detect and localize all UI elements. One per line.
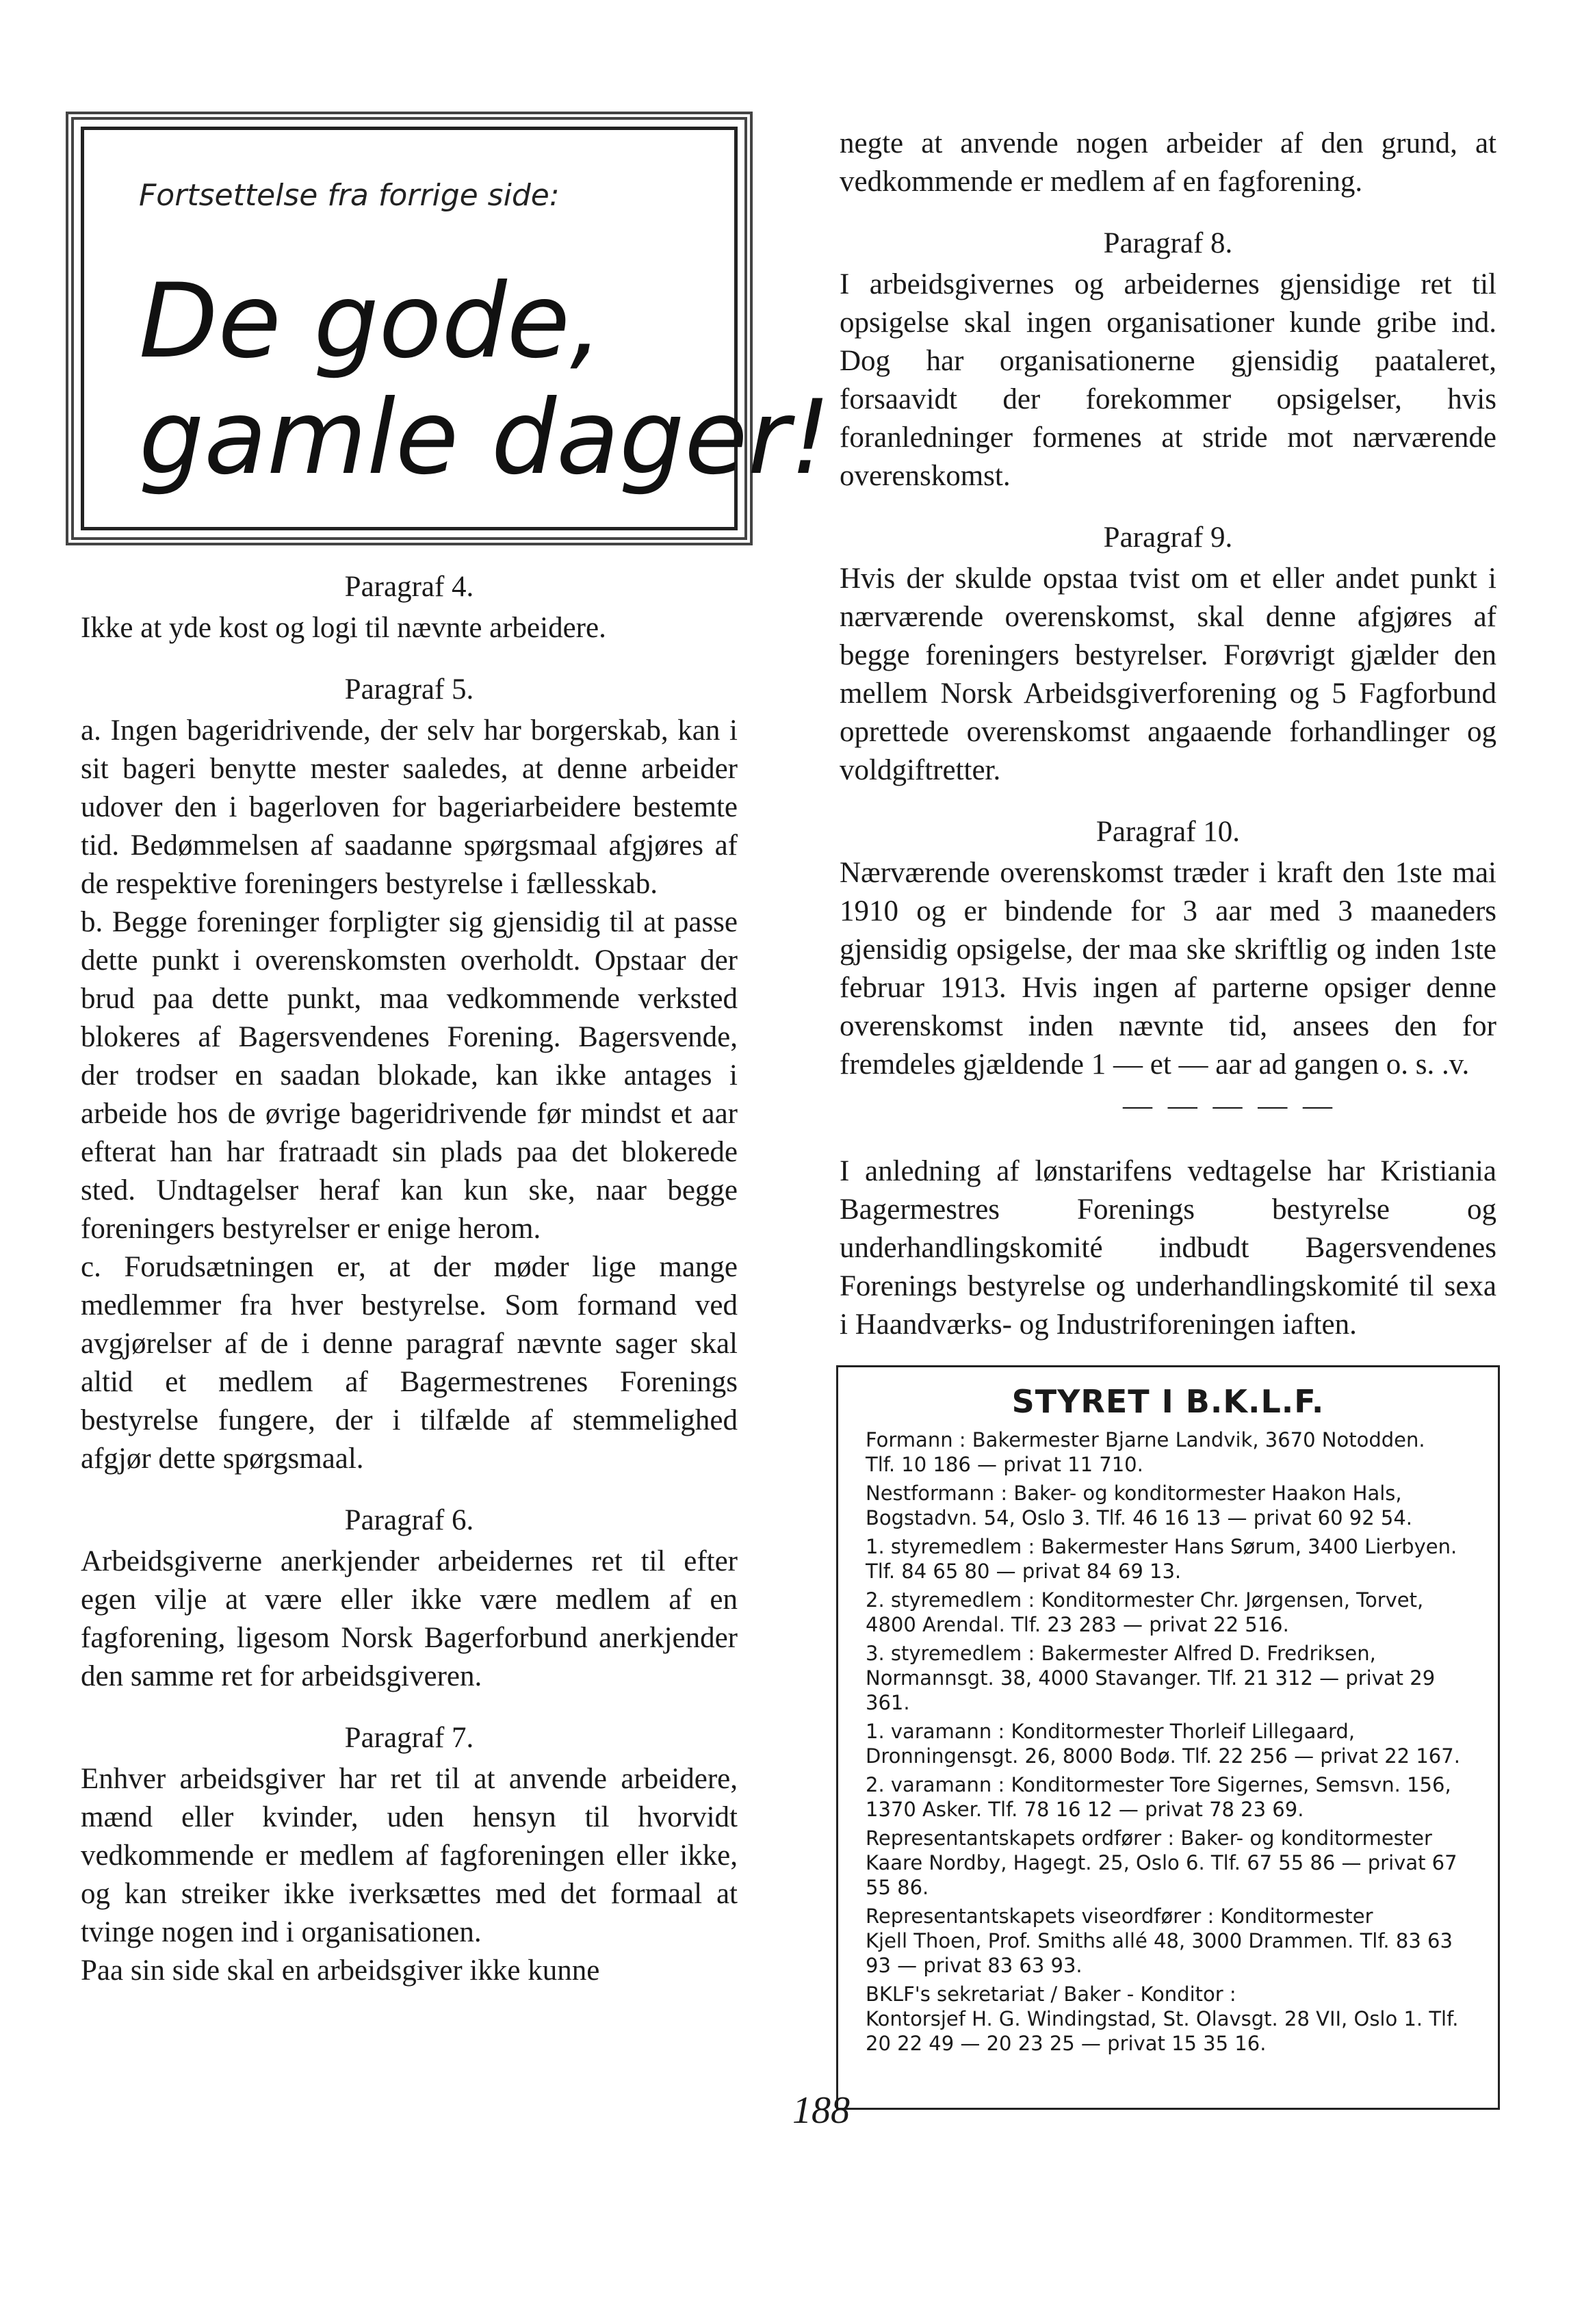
board-entry [866,1982,1470,2056]
section-divider: — — — — — [1123,1089,1336,1122]
board-entry [866,1481,1470,1530]
paragraph-7-continued: negte at anvende nogen arbeider af den grund, at vedkommende er medlem af en fagforening. [840,127,1496,198]
board-entry-line: 2. styremedlem : Konditormester Chr. Jørgensen, Torvet, [866,1588,1424,1612]
paragraph-5-heading: Paragraf 5. [344,673,474,706]
paragraph-8-text: I arbeidsgivernes og arbeidernes gjensidige ret til opsigelse skal ingen organisationer kunde gribe ind. Dog har organisationerne gjensidig paataleret, forsaavidt der forekommer opsigelser, hvis foranledninger formenes at stride mot nærværende overenskomst. [840,268,1496,492]
paragraph-7-text: Enhver arbeidsgiver har ret til at anvende arbeidere, mænd eller kvinder, uden hensyn til hvorvidt vedkommende er medlem af fagforeningen eller ikke, og kan streiker ikke iverksættes med det formaal at tvinge nogen ind i organisationen. [81,1763,738,1948]
board-entry [866,1904,1470,1978]
board-entry-line: Kjell Thoen, Prof. Smiths allé 48, 3000 Drammen. Tlf. 83 63 93 — privat 83 63 93. [866,1929,1453,1977]
paragraph-5-a: a. Ingen bageridrivende, der selv har borgerskab, kan i sit bageri benytte mester saaledes, at denne arbeider udover den i bagerloven for bageriarbeidere bestemte tid. Bedømmelsen af saadanne spørgsmaal afgjøres af de respektive foreningers bestyrelse i fællesskab. [81,714,738,900]
closing-note: I anledning af lønstarifens vedtagelse har Kristiania Bagermestres Forenings bestyrelse og underhandlingskomité indbudt Bagersvendenes Forenings bestyrelse og underhandlingskomité til sexa i Haandværks- og Industriforeningen iaften. [840,1155,1496,1341]
board-entry [866,1772,1470,1822]
board-entry-line: Representantskapets viseordfører : Konditormester [866,1905,1373,1928]
paragraph-10-heading: Paragraf 10. [1095,816,1241,848]
left-column [81,568,738,1990]
paragraph-8-heading: Paragraf 8. [1103,227,1233,259]
paragraph-4-heading: Paragraf 4. [344,571,474,603]
paragraph-9-text: Hvis der skulde opstaa tvist om et eller andet punkt i nærværende overenskomst, skal denne afgjøres af begge foreningers bestyrelser. Forøvrigt gjælder den mellem Norsk Arbeidsgiverforening og 5 Fagforbund oprettede overenskomst angaaende forhandlinger og voldgiftretter. [840,563,1496,786]
board-entry-line: Kontorsjef H. G. Windingstad, St. Olavsgt. 28 VII, Oslo 1. Tlf. 20 22 49 — 20 23 25 — privat 15 35 16. [866,2007,1459,2055]
board-entry-line: BKLF's sekretariat / Baker - Konditor : [866,1983,1236,2006]
board-entry [866,1428,1470,1477]
board-entry [866,1641,1470,1715]
paragraph-6-heading: Paragraf 6. [344,1504,474,1536]
board-entry-line: 3. styremedlem : Bakermester Alfred D. Fredriksen, Normannsgt. 38, 4000 Stavanger. Tlf. 21 312 — privat 29 361. [866,1642,1436,1714]
paragraph-7-text-2: Paa sin side skal en arbeidsgiver ikke kunne [81,1954,600,1987]
right-column [840,125,1496,1344]
board-box [836,1365,1500,2110]
board-entry-line: Tlf. 84 65 80 — privat 84 69 13. [866,1560,1182,1583]
paragraph-9-heading: Paragraf 9. [1103,521,1233,554]
board-entry [866,1588,1470,1637]
board-entry-line: Nestformann : Baker- og konditormester Haakon Hals, [866,1482,1402,1505]
title-subtitle: Fortsettelse fra forrige side: [139,178,560,213]
title-line-1: De gode, [139,262,603,381]
board-entry [866,1826,1470,1900]
board-entry-line: 4800 Arendal. Tlf. 23 283 — privat 22 516. [866,1613,1289,1636]
paragraph-7-heading: Paragraf 7. [344,1722,474,1754]
title-line-2: gamle dager! [139,378,831,498]
board-entry-line: Bogstadvn. 54, Oslo 3. Tlf. 46 16 13 — privat 60 92 54. [866,1506,1413,1529]
board-entry-line: Formann : Bakermester Bjarne Landvik, 3670 Notodden. [866,1428,1425,1451]
paragraph-5-b: b. Begge foreninger forpligter sig gjensidig til at passe dette punkt i overenskomsten overholdt. Opstaar der brud paa dette punkt, maa vedkommende verksted blokeres af Bagersvendenes Forening. Bagersvende, der trodser en saadan blokade, kan ikke antages i arbeide hos de øvrige bageridrivende før mindst et aar efterat han har fratraadt sin plads paa det blokerede sted. Undtagelser heraf kan kun ske, naar begge foreningers bestyrelser er enige herom. [81,906,738,1245]
board-entry-line: 2. varamann : Konditormester Tore Sigernes, Semsvn. 156, [866,1773,1451,1796]
title-box [81,127,831,530]
paragraph-6-text: Arbeidsgiverne anerkjender arbeidernes ret til efter egen vilje at være eller ikke være medlem af en fagforening, ligesom Norsk Bagerforbund anerkjender den samme ret for arbeidsgiveren. [81,1545,738,1692]
board-entry-line: Representantskapets ordfører : Baker- og konditormester [866,1826,1432,1850]
paragraph-5-c: c. Forudsætningen er, at der møder lige mange medlemmer fra hver bestyrelse. Som formand ved avgjørelser af de i denne paragraf nævnte sager skal altid et medlem af Bagermestrenes Forenings bestyrelse fungere, der i tilfælde af stemmelighed afgjør dette spørgsmaal. [81,1251,738,1475]
paragraph-4-text: Ikke at yde kost og logi til nævnte arbeidere. [81,612,606,644]
page-number: 188 [792,2089,850,2132]
board-entry-line: Tlf. 10 186 — privat 11 710. [866,1453,1143,1476]
paragraph-10-text: Nærværende overenskomst træder i kraft den 1ste mai 1910 og er bindende for 3 aar med 3 maaneders gjensidig opsigelse, der maa ske skriftlig og inden 1ste februar 1913. Hvis ingen af parterne opsiger denne overenskomst inden nævnte tid, ansees den for fremdeles gjældende 1 — et — aar ad gangen o. s. .v. [840,857,1496,1081]
board-entry-line: 1370 Asker. Tlf. 78 16 12 — privat 78 23 69. [866,1798,1304,1821]
board-entry [866,1534,1470,1584]
board-heading: STYRET I B.K.L.F. [1011,1383,1325,1420]
board-entry-line: Kaare Nordby, Hagegt. 25, Oslo 6. Tlf. 67 55 86 — privat 67 55 86. [866,1851,1457,1899]
board-entry [866,1719,1470,1768]
board-entry-line: 1. styremedlem : Bakermester Hans Sørum, 3400 Lierbyen. [866,1535,1457,1558]
board-entry-line: 1. varamann : Konditormester Thorleif Lillegaard, Dronningensgt. 26, 8000 Bodø. Tlf. 22 256 — privat 22 167. [866,1720,1460,1768]
